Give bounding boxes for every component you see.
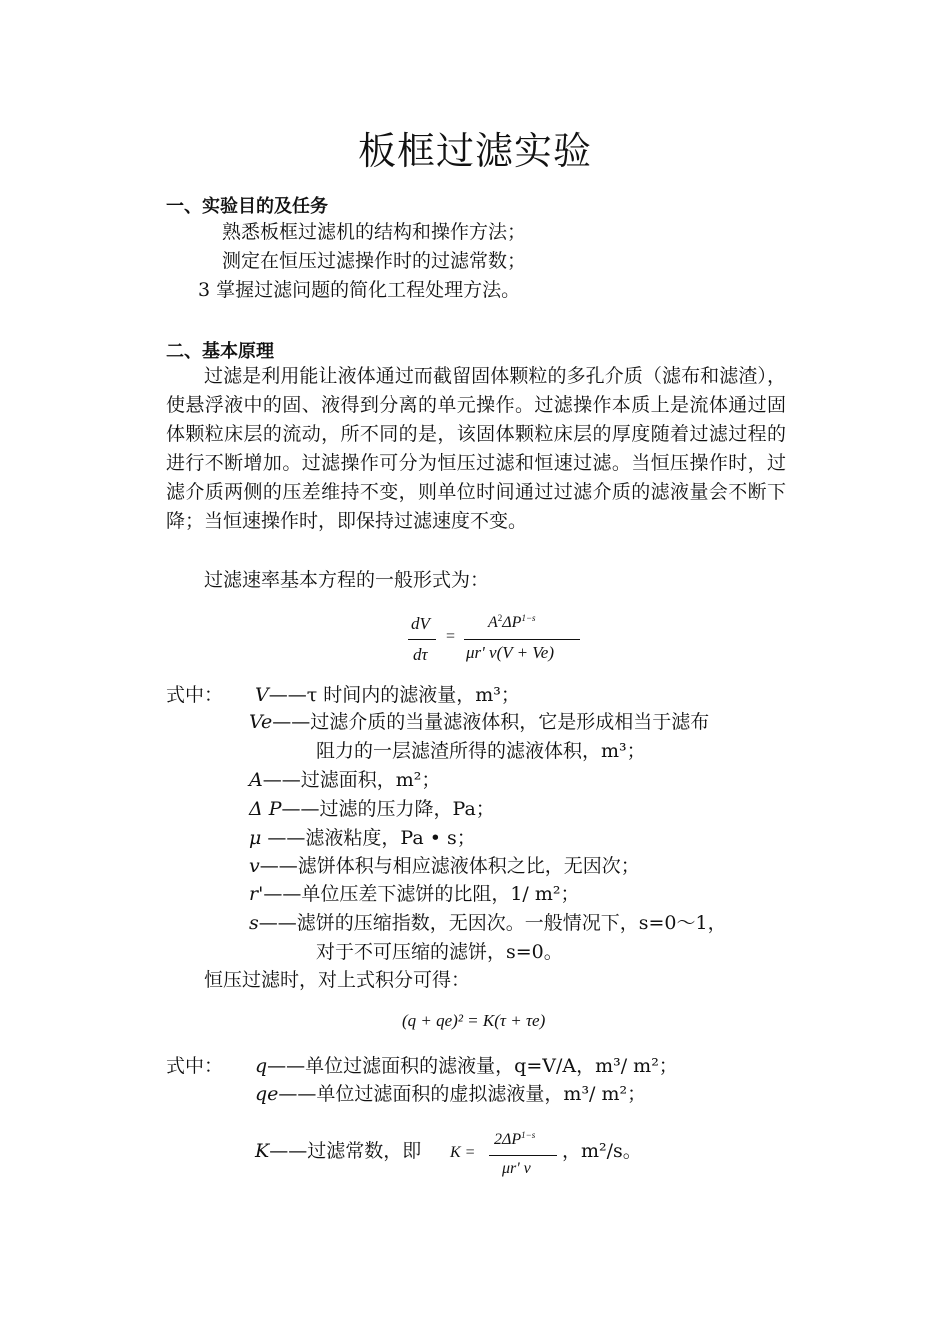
objective-item-2: 测定在恒压过滤操作时的过滤常数； xyxy=(222,250,527,272)
k-formula-lhs: K = xyxy=(450,1144,476,1161)
where-label-2: 式中： xyxy=(166,1055,224,1077)
eq1-lhs-numerator: dV xyxy=(411,614,430,633)
def-qe: qe——单位过滤面积的虚拟滤液量，m³/ m²； xyxy=(255,1083,647,1105)
where-label-1: 式中： xyxy=(166,684,224,706)
def-q: q——单位过滤面积的滤液量，q=V/A，m³/ m²； xyxy=(255,1055,678,1077)
def-V: V——τ 时间内的滤液量，m³； xyxy=(255,684,520,706)
principle-paragraph: 过滤是利用能让液体通过而截留固体颗粒的多孔介质（滤布和滤渣），使悬浮液中的固、液得到分离的单元操作。过滤操作本质上是流体通过固体颗粒床层的流动，所不同的是，该固体颗粒床层的厚度随着过滤过程的进行不断增加。过滤操作可分为恒压过滤和恒速过滤。当恒压操作时，过滤介质两侧的压差维持不变，则单位时间通过过滤介质的滤液量会不断下降；当恒速操作时，即保持过滤速度不变。 xyxy=(166,365,786,532)
def-Ve: Ve——过滤介质的当量滤液体积，它是形成相当于滤布 xyxy=(249,711,710,733)
def-Ve-cont: 阻力的一层滤渣所得的滤液体积，m³； xyxy=(316,740,646,762)
objective-item-3: 3 掌握过滤问题的简化工程处理方法。 xyxy=(198,279,521,301)
def-s-cont: 对于不可压缩的滤饼，s=0。 xyxy=(316,941,563,963)
equation2-intro: 恒压过滤时，对上式积分可得： xyxy=(204,969,471,991)
page-title: 板框过滤实验 xyxy=(357,129,592,173)
def-v: v——滤饼体积与相应滤液体积之比，无因次； xyxy=(249,855,640,877)
eq1-lhs-denominator: dτ xyxy=(413,645,428,664)
def-deltaP: Δ P——过滤的压力降，Pa； xyxy=(249,798,495,820)
eq1-rhs-denominator: μr' v(V + Ve) xyxy=(466,643,554,662)
k-formula-fraction-bar xyxy=(489,1155,557,1156)
k-formula-denominator: μr' v xyxy=(502,1160,531,1177)
eq1-lhs-fraction-bar xyxy=(408,639,436,640)
k-formula-numerator: $2\Delta P^{1-s}$ xyxy=(494,1130,536,1148)
eq1-rhs-fraction-bar xyxy=(464,639,580,640)
def-r: r'——单位压差下滤饼的比阻，1/ m²； xyxy=(249,883,580,905)
constant-pressure-equation: (q + qe)² = K(τ + τe) xyxy=(402,1011,546,1030)
section2-heading: 二、基本原理 xyxy=(166,341,274,362)
def-A: A——过滤面积，m²； xyxy=(249,769,441,791)
def-K: K——过滤常数，即 xyxy=(255,1140,422,1162)
eq1-equals: = xyxy=(446,628,456,645)
def-s: s——滤饼的压缩指数，无因次。一般情况下，s=0～1， xyxy=(249,912,727,934)
def-mu: μ ——滤液粘度，Pa • s； xyxy=(249,827,476,849)
eq1-rhs-numerator: $A^2\Delta P^{1-s}$ xyxy=(488,613,536,631)
equation1-intro: 过滤速率基本方程的一般形式为： xyxy=(204,569,490,591)
section1-heading: 一、实验目的及任务 xyxy=(166,196,328,217)
objective-item-1: 熟悉板框过滤机的结构和操作方法； xyxy=(222,221,527,243)
k-formula-units: ，m²/s。 xyxy=(562,1140,642,1162)
